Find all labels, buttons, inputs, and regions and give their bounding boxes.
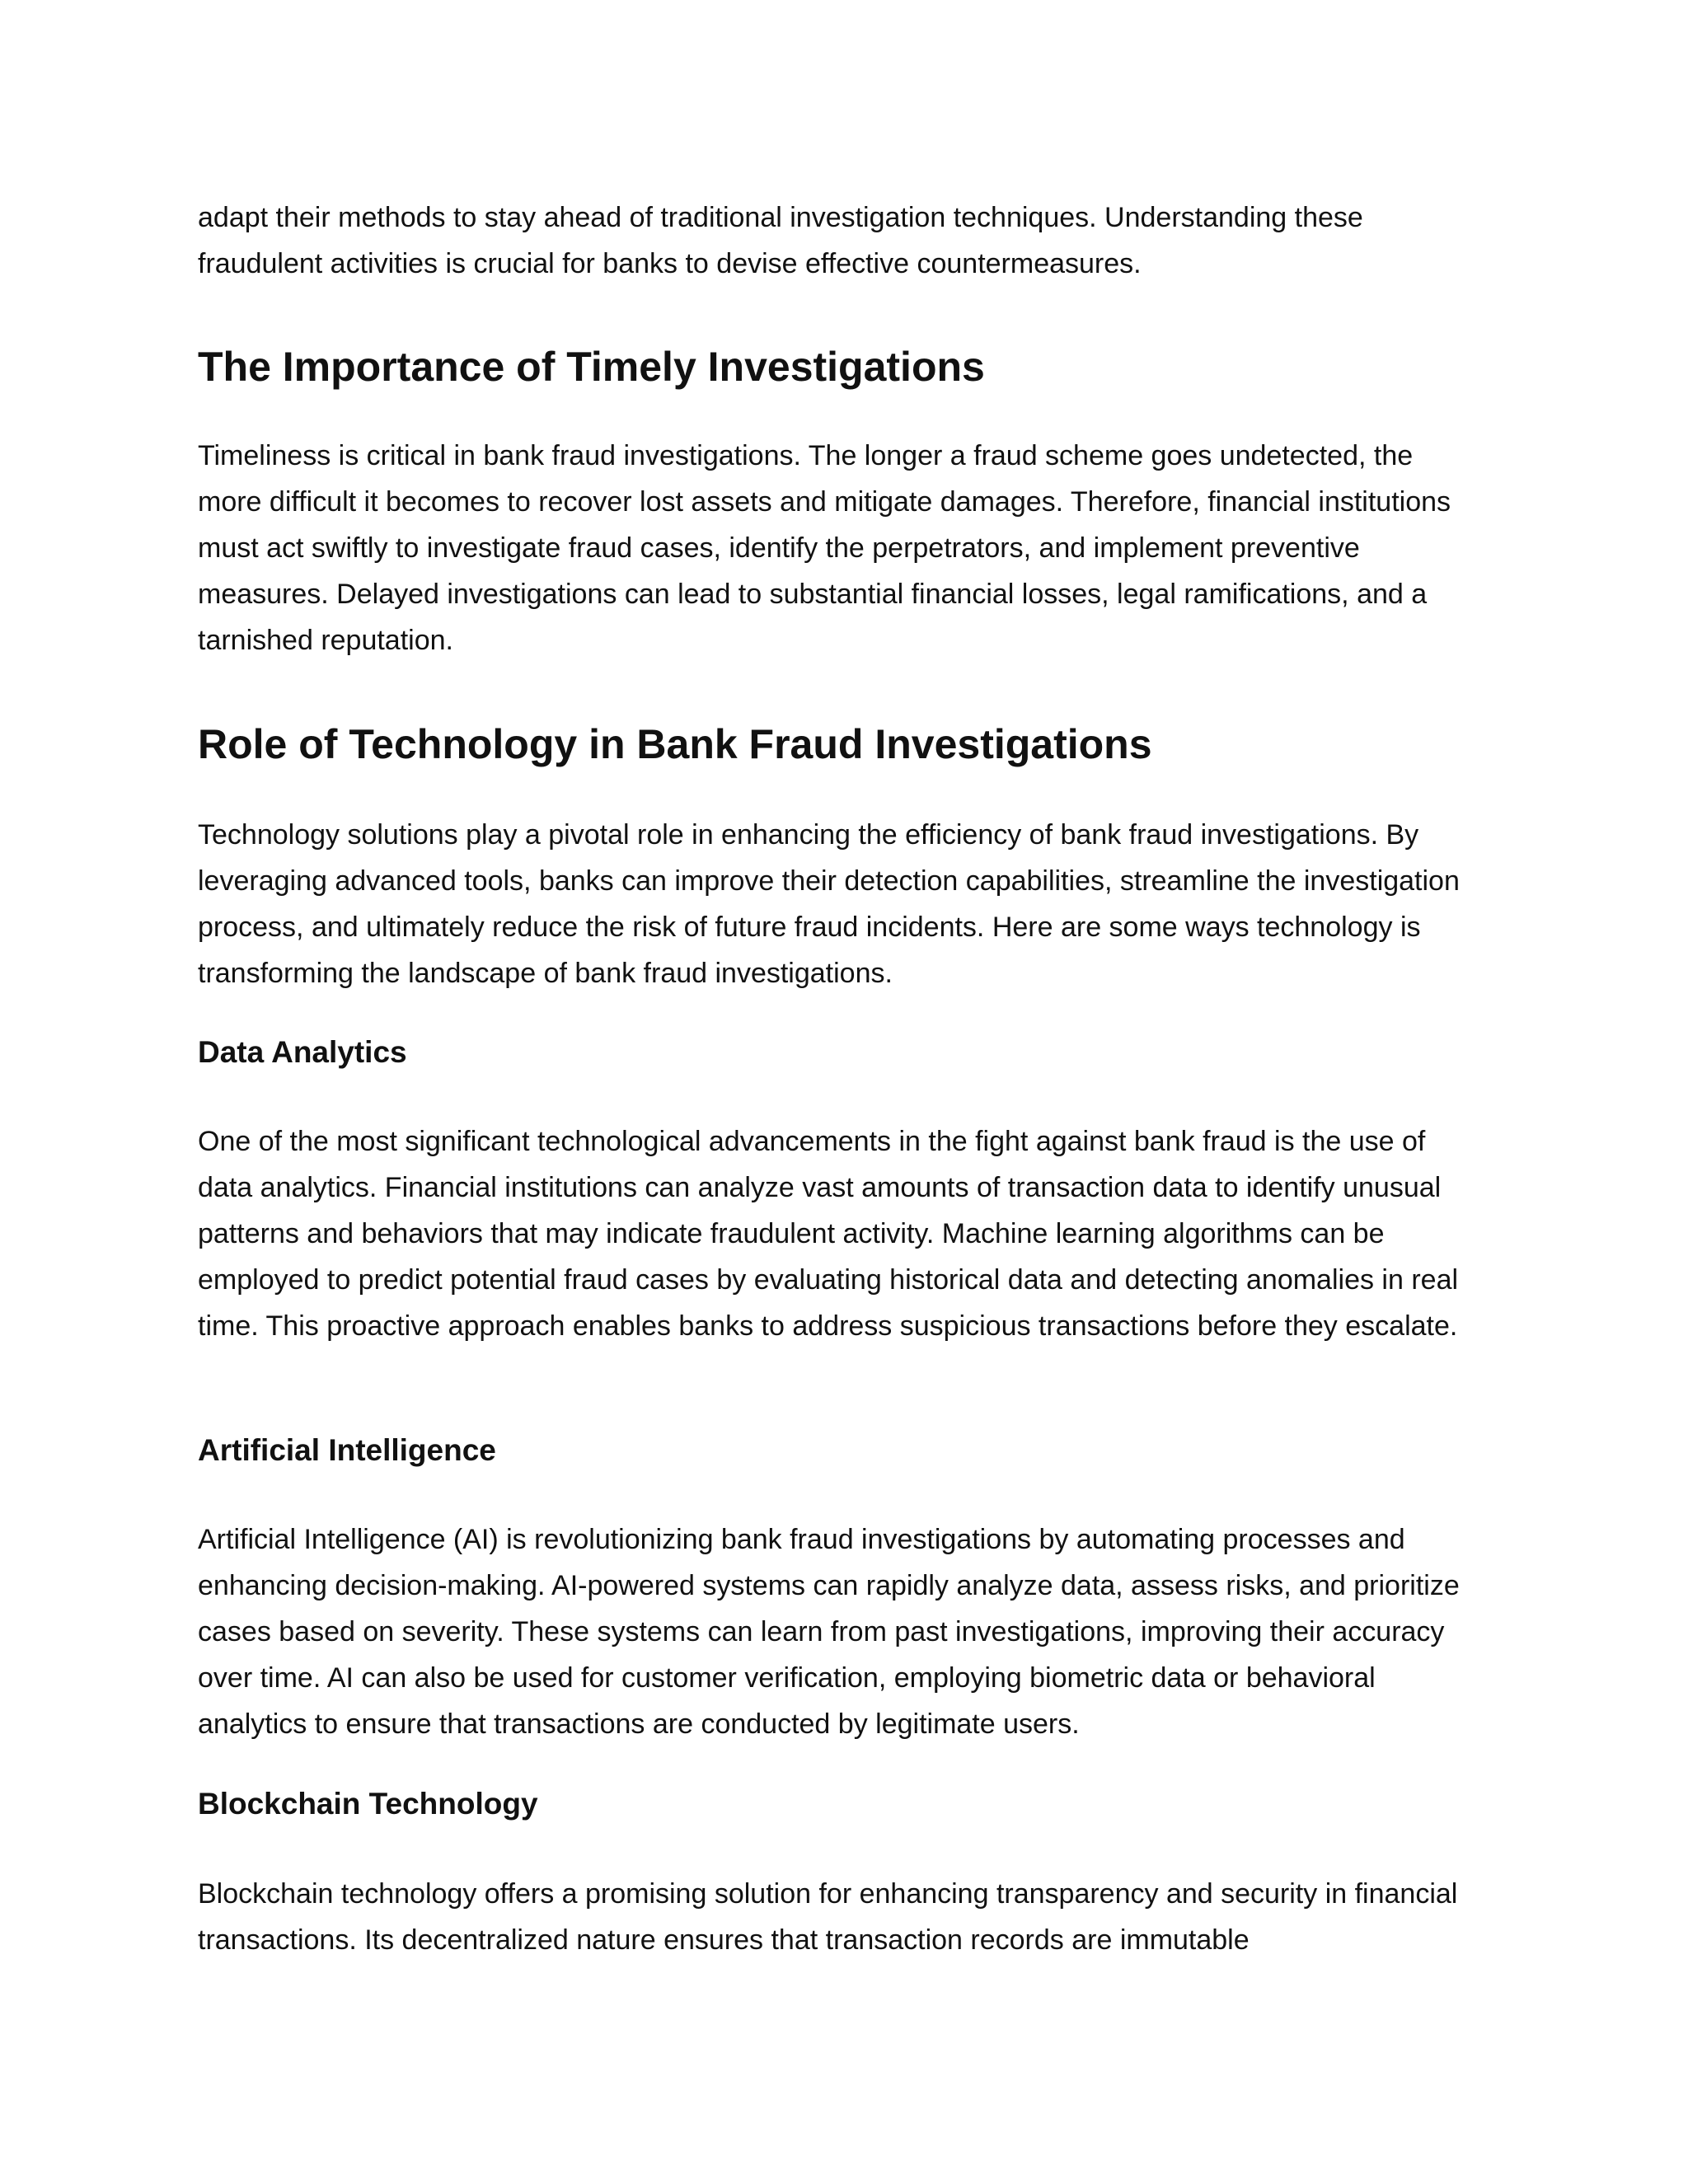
heading-blockchain-technology: Blockchain Technology (198, 1787, 538, 1821)
paragraph-blockchain-technology: Blockchain technology offers a promising solution for enhancing transparency and security in financial transactions. Its decentralized nature ensures that transaction records are immutable (198, 1878, 1458, 1956)
paragraph-artificial-intelligence: Artificial Intelligence (AI) is revolutionizing bank fraud investigations by automating processes and enhancing decision-making. AI-powered systems can rapidly analyze data, assess risks, and prioritize cases based on severity. These systems can learn from past investigations, improving their accuracy over time. AI can also be used for customer verification, employing biometric data or behavioral analytics to ensure that transactions are conducted by legitimate users. (198, 1524, 1460, 1740)
heading-data-analytics: Data Analytics (198, 1035, 407, 1069)
paragraph-role-of-technology: Technology solutions play a pivotal role in enhancing the efficiency of bank fraud investigations. By leveraging advanced tools, banks can improve their detection capabilities, streamline the investigation process, and ultimately reduce the risk of future fraud incidents. Here are some ways technology is transforming the landscape of bank fraud investigations. (198, 819, 1460, 989)
paragraph-data-analytics: One of the most significant technological advancements in the fight against bank fraud is the use of data analytics. Financial institutions can analyze vast amounts of transaction data to identify unusual patterns and behaviors that may indicate fraudulent activity. Machine learning algorithms can be employed to predict potential fraud cases by evaluating historical data and detecting anomalies in real time. This proactive approach enables banks to address suspicious transactions before they escalate. (198, 1126, 1459, 1342)
paragraph-timely-investigations: Timeliness is critical in bank fraud investigations. The longer a fraud scheme goes undetected, the more difficult it becomes to recover lost assets and mitigate damages. Therefore, financial institutions must act swiftly to investigate fraud cases, identify the perpetrators, and implement preventive measures. Delayed investigations can lead to substantial financial losses, legal ramifications, and a tarnished reputation. (198, 440, 1451, 656)
heading-timely-investigations: The Importance of Timely Investigations (198, 344, 985, 390)
document-page (198, 0, 1484, 2184)
heading-role-of-technology: Role of Technology in Bank Fraud Investigations (198, 721, 1152, 767)
intro-paragraph: adapt their methods to stay ahead of traditional investigation techniques. Understanding these fraudulent activities is crucial for banks to devise effective countermeasures. (198, 202, 1363, 279)
heading-artificial-intelligence: Artificial Intelligence (198, 1433, 496, 1467)
